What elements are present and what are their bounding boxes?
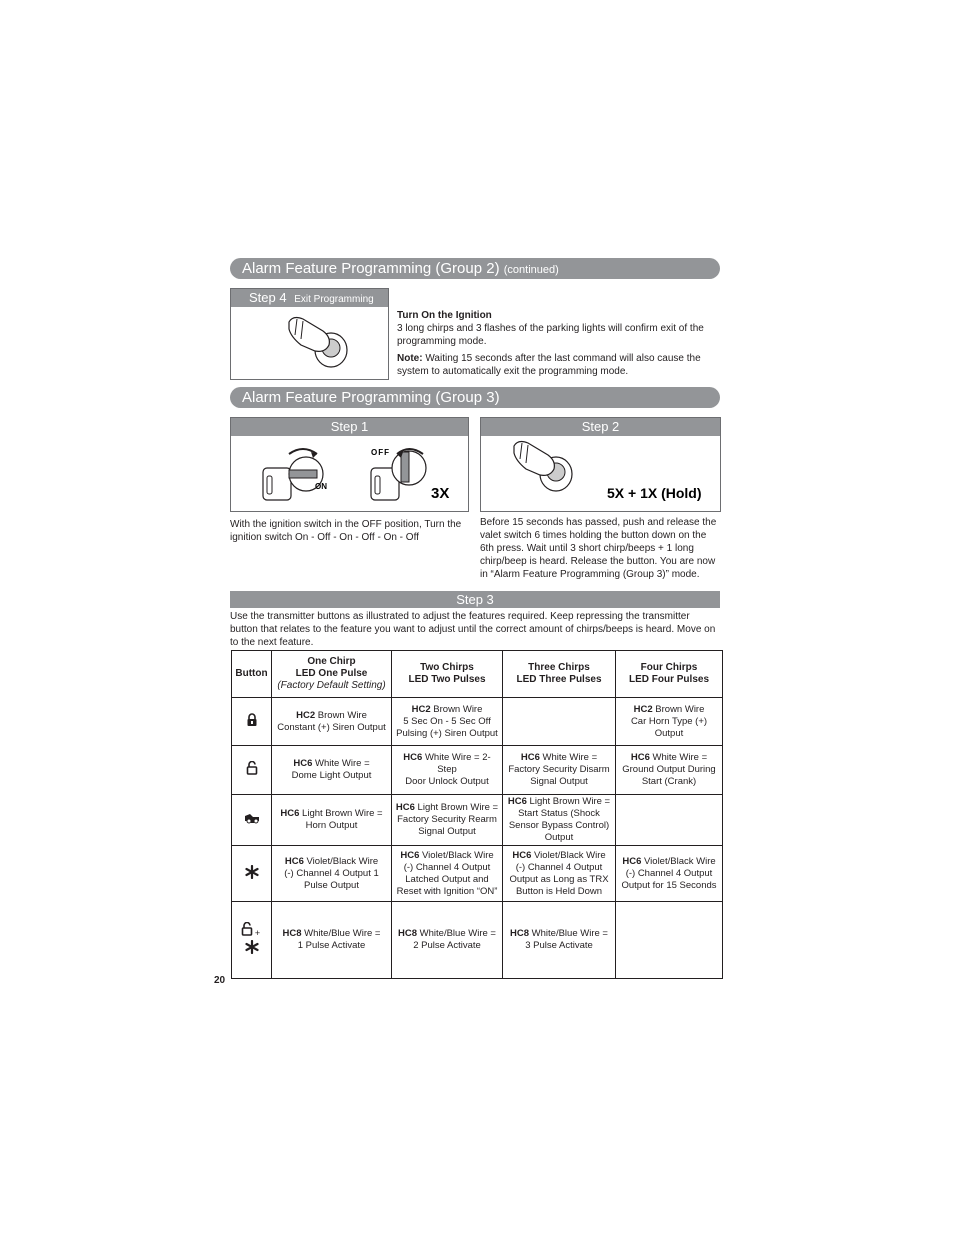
exit-heading: Turn On the Ignition [397,310,492,321]
wire-function: Car Horn Type (+) Output [630,715,708,739]
table-cell [616,698,723,746]
wire-code: HC2 [411,703,431,715]
unlock-icon [232,746,272,795]
header-cell [232,651,272,698]
valet-button-press-icon [231,307,388,379]
wire-code: HC6 [622,855,642,867]
wire-function: (-) Channel 4 Output Output for 15 Seconds [621,867,717,891]
wire-code: HC8 [510,928,530,939]
wire-function: (-) Channel 4 Output Output as Long as TRX Button is Held Down [509,861,609,897]
step4-label: Step 4 [249,290,287,305]
header-line: LED Three Pulses [516,674,602,685]
wire-function: Constant (+) Siren Output [277,721,386,733]
wire-function: 5 Sec On - 5 Sec Off Pulsing (+) Siren Output [396,715,498,739]
header-line: Four Chirps [640,662,698,673]
wire-function: Dome Light Output [291,770,372,781]
table-row [232,795,723,846]
header-cell [503,651,616,698]
step1-count: 3X [431,485,450,502]
unlock-plus-star-icon: + [232,902,272,979]
wire-color: Violet/Black Wire [641,855,716,867]
wire-function: 2 Pulse Activate [413,940,481,951]
wire-code: HC6 [403,752,423,763]
table-cell [392,746,503,795]
step2-description: Before 15 seconds has passed, push and release the valet switch 6 times holding the button down on the 6th press. Wait until 3 short chirp/beeps + 1 long chirp/beep is heard. Release the button. You are now in “Alarm Feature Programming (Group 3)” mode. [480,517,717,580]
table-cell [616,795,723,846]
wire-color: Brown Wire [652,703,705,715]
step1-description: With the ignition switch in the OFF position, Turn the ignition switch On - Off - On - Off - On - Off [230,519,462,543]
table-cell [392,846,503,902]
table-row [232,846,723,902]
step4-sublabel: Exit Programming [294,294,374,305]
wire-code: HC6 [512,849,532,861]
group2-title: Alarm Feature Programming (Group 2) [242,260,500,277]
page-number: 20 [214,975,226,986]
note-text: Waiting 15 seconds after the last command will also cause the system to automatically exit the programming mode. [397,353,701,377]
star-icon [232,846,272,902]
step3-description: Use the transmitter buttons as illustrated to adjust the features required. Keep repressing the transmitter button that relates to the feature you want to adjust until the correct amount of chirps/beeps is heard. Move on to the next feature. [230,611,716,648]
off-label: OFF [371,448,390,457]
table-cell [272,746,392,795]
wire-function: (-) Channel 4 Output 1 Pulse Output [284,867,379,891]
wire-color: White/Blue Wire = [417,928,496,939]
wire-code: HC6 [630,752,650,763]
note-label: Note: [397,353,423,364]
header-line: Two Chirps [420,662,474,673]
table-row [232,746,723,795]
header-line: Three Chirps [528,662,590,673]
table-header-row [232,651,723,698]
table-cell [272,698,392,746]
wire-color: Brown Wire [430,703,483,715]
step2-count: 5X + 1X (Hold) [607,485,702,501]
table-row [232,902,723,979]
wire-color: Violet/Black Wire [531,849,606,861]
table-cell [272,795,392,846]
header-line: One Chirp [307,656,356,667]
wire-function: Door Unlock Output [405,776,489,787]
header-line: LED One Pulse [295,668,368,679]
group3-header [230,387,720,408]
header-cell [616,651,723,698]
exit-info [397,309,717,378]
header-line: Button [235,668,268,679]
group2-header [230,258,720,279]
wire-color: White Wire = [539,752,598,763]
wire-code: HC6 [507,796,527,807]
wire-color: Brown Wire [315,709,367,721]
wire-code: HC6 [293,758,313,769]
group3-title: Alarm Feature Programming (Group 3) [242,389,500,406]
wire-code: HC8 [398,928,418,939]
wire-color: Light Brown Wire = [526,796,611,807]
wire-code: HC6 [520,752,540,763]
table-cell [272,902,392,979]
wire-color: White Wire = [312,758,370,769]
header-line: LED Four Pulses [628,674,709,685]
header-line: (Factory Default Setting) [277,680,386,691]
wire-color: Light Brown Wire = [299,808,383,819]
wire-color: Violet/Black Wire [419,849,494,861]
wire-code: HC6 [395,802,415,813]
table-cell [503,846,616,902]
trunk-icon [232,795,272,846]
wire-code: HC8 [282,928,302,939]
table-cell [503,746,616,795]
wire-color: Light Brown Wire = [414,802,499,813]
wire-code: HC6 [400,849,420,861]
step2-box [480,417,721,512]
wire-function: Start Status (Shock Sensor Bypass Control) Output [508,808,610,843]
feature-table [231,650,723,979]
table-cell [272,846,392,902]
wire-function: 3 Pulse Activate [525,940,593,951]
step4-box [230,288,389,380]
wire-function: Factory Security Disarm Signal Output [508,764,610,787]
table-cell [503,795,616,846]
table-cell [616,902,723,979]
table-cell [392,902,503,979]
group2-suffix: (continued) [503,264,559,276]
valet-button-press-icon [481,436,720,511]
header-line: LED Two Pulses [408,674,486,685]
step3-label: Step 3 [230,591,720,608]
step4-header [231,289,388,307]
table-row [232,698,723,746]
wire-code: HC6 [284,855,304,867]
on-label: ON [315,482,327,491]
wire-color: White/Blue Wire = [529,928,608,939]
wire-function: 1 Pulse Activate [297,940,366,951]
wire-color: White/Blue Wire = [301,928,381,939]
exit-body: 3 long chirps and 3 flashes of the parking lights will confirm exit of the programming mode. [397,323,704,347]
table-cell [503,698,616,746]
wire-code: HC2 [633,703,653,715]
ignition-key-icon [231,436,468,511]
table-cell [503,902,616,979]
exit-note [397,352,717,378]
table-cell [616,746,723,795]
step1-box [230,417,469,512]
header-cell [272,651,392,698]
table-cell [392,795,503,846]
wire-color: White Wire = 2-Step [422,752,491,775]
wire-code: HC6 [280,808,300,819]
step2-label: Step 2 [481,418,720,436]
table-cell [392,698,503,746]
wire-color: White Wire = [649,752,708,763]
step1-label: Step 1 [231,418,468,436]
wire-function: Factory Security Rearm Signal Output [397,814,497,837]
lock-icon [232,698,272,746]
wire-function: (-) Channel 4 Output Latched Output and Reset with Ignition “ON” [396,861,498,897]
wire-code: HC2 [296,709,316,721]
header-cell [392,651,503,698]
wire-function: Horn Output [305,820,358,831]
table-cell [616,846,723,902]
wire-color: Violet/Black Wire [303,855,379,867]
wire-function: Ground Output During Start (Crank) [622,764,716,787]
